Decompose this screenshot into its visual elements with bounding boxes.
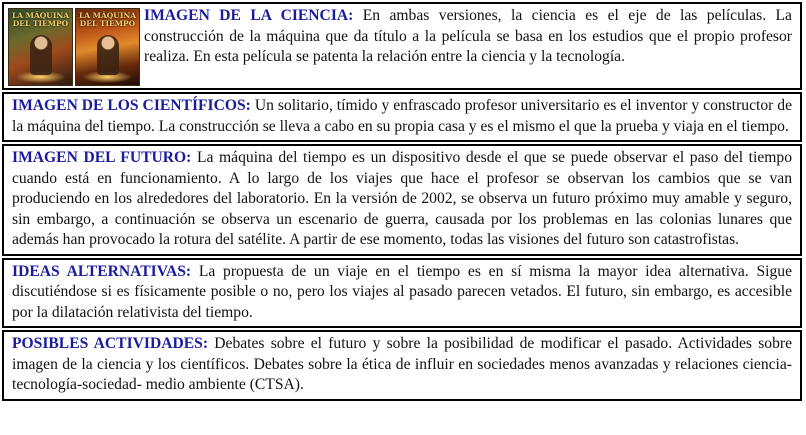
section-text: La propuesta de un viaje en el tiempo es en sí misma la mayor idea alternativa. Sigue discutiéndose si es físicamente posible o no, pero los viajes al pasado parecen vetados. El futuro, sin embargo, es accesible por la dilatación relativista del tiempo. xyxy=(12,262,792,321)
section-text: Un solitario, tímido y enfrascado profesor universitario es el inventor y constructor de la máquina del tiempo. La construcción se lleva a cabo en su propia casa y es el mismo el que la prueba y viaja en el tiempo. xyxy=(12,97,792,135)
section-heading: IMAGEN DE LA CIENCIA: xyxy=(144,7,354,24)
section-text: Debates sobre el futuro y sobre la posibilidad de modificar el pasado. Actividades sobre imagen de la ciencia y los científicos. Debates sobre la ética de influir en sociedades menos avanzadas y relaciones ciencia-tecnología-sociedad- medio ambiente (CTSA). xyxy=(12,335,792,393)
section-heading: IMAGEN DEL FUTURO: xyxy=(12,149,192,166)
section-imagen-futuro xyxy=(2,144,802,256)
section-imagen-cientificos xyxy=(2,92,802,142)
movie-poster-1960-image xyxy=(8,8,73,86)
poster-title: LA MÁQUINA DEL TIEMPO xyxy=(11,11,70,28)
document-table xyxy=(2,2,802,403)
poster-title: LA MÁQUINA DEL TIEMPO xyxy=(78,11,137,28)
movie-posters xyxy=(8,8,140,86)
section-imagen-ciencia xyxy=(2,2,802,90)
section-heading: IDEAS ALTERNATIVAS: xyxy=(12,262,192,280)
movie-poster-2002-image xyxy=(75,8,140,86)
section-posibles-actividades xyxy=(2,330,802,401)
section-text: La máquina del tiempo es un dispositivo desde el que se puede observar el paso del tiempo cuando está en funcionamiento. A lo largo de los viajes que hace el profesor se observan los cambios que se van produciendo en los alrededores del laboratorio. En la versión de 2002, se observa un futuro próximo muy amable y seguro, sin embargo, a continuación se observa un escenario de guerra, causada por los problemas en las colonias lunares que además han provocado la rotura del satélite. A partir de ese momento, todas las visiones del futuro son catastrofistas. xyxy=(12,149,792,248)
section-ideas-alternativas xyxy=(2,258,802,329)
section-heading: POSIBLES ACTIVIDADES: xyxy=(12,335,209,352)
section-text: En ambas versiones, la ciencia es el eje de las películas. La construcción de la máquina que da título a la película se basa en los estudios que el propio profesor realiza. En esta película se patenta la relación entre la ciencia y la tecnología. xyxy=(144,7,792,65)
section-heading: IMAGEN DE LOS CIENTÍFICOS: xyxy=(12,97,251,114)
